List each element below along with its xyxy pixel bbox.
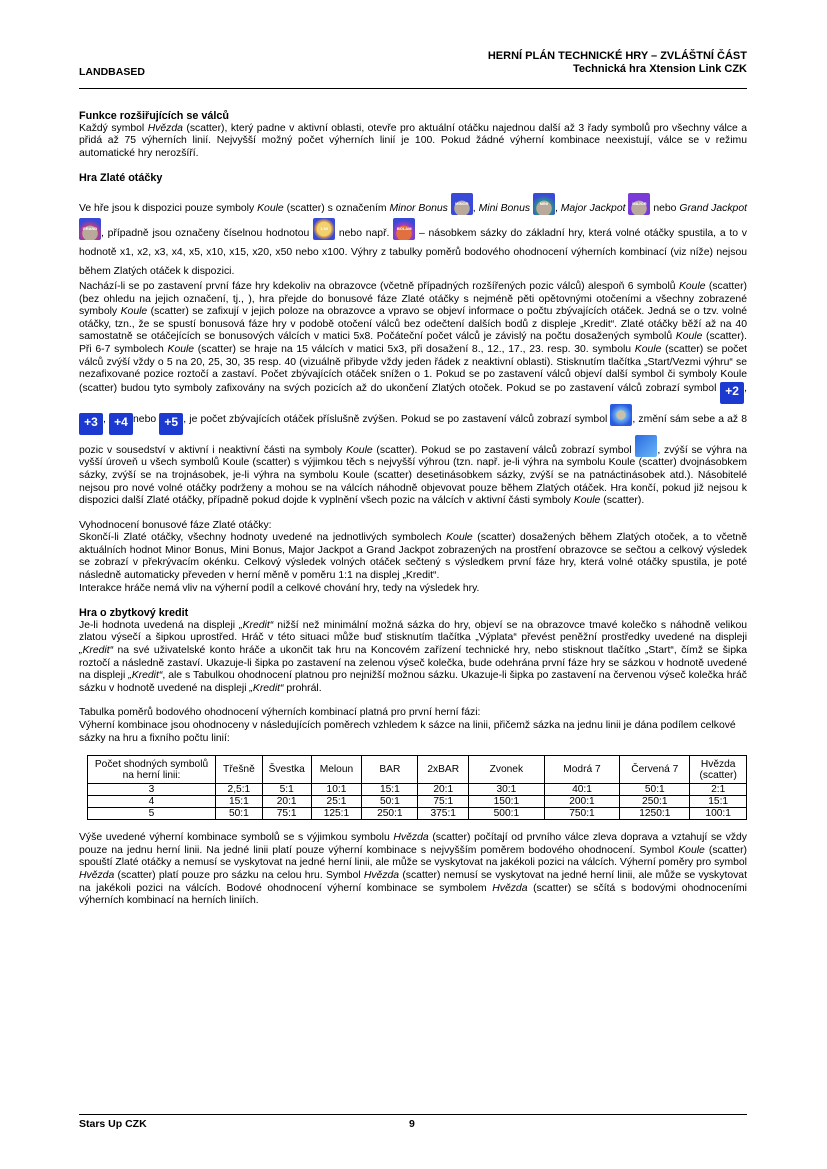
paragraph-remainder: Je-li hodnota uvedená na displeji „Kredit“ nižší než minimální možná sázka do hry, objeví se na obrazovce tmavé kolečko s náhodně velikou zlatou výsečí a šipkou uprostřed. Hráč v této situaci může buď stisknutím tlačítka „Výplata“ převést peněžní prostředky uvedené na displeji „Kredit“ na své uživatelské konto hráče a ukončit tak hru na Koncovém zařízení technické hry, nebo stisknout tlačítko „Start“, čímž se šipka roztočí a následně zastaví. Ukazuje-li šipka po zastavení na zelenou výseč kolečka, bude odehrána první fáze hry se sázkou v hodnotě uvedené na displeji „Kredit“, ale s Tabulkou ohodnocení platnou pro nejnižší možnou sázku. Ukazuje-li šipka po zastavení na červenou výseč kolečka hráč sázku v hodnotě uvedené na displeji „Kredit“ prohrál. (79, 619, 747, 694)
upgrade-symbol-icon (635, 435, 657, 457)
paytable-count-cell: 4 (88, 796, 216, 808)
extra-spins-3-icon: +3 (79, 413, 103, 435)
paytable-value-cell: 2:1 (690, 784, 747, 796)
paytable-value-cell: 15:1 (690, 796, 747, 808)
paytable-header-row (88, 756, 747, 784)
paytable-header: Zvonek (469, 756, 545, 784)
value-ball-symbol-icon: 1.50 (313, 218, 335, 240)
footer-divider (79, 1114, 747, 1115)
header-divider (79, 88, 747, 89)
header-title-block (488, 50, 747, 76)
evaluation-title: Vyhodnocení bonusové fáze Zlaté otáčky: (79, 519, 272, 531)
page-number: 9 (409, 1118, 415, 1130)
paytable-value-cell: 25:1 (311, 796, 362, 808)
paragraph-interaction: Interakce hráče nemá vliv na výherní podíl a celkové chování hry, tedy na výsledek hry. (79, 582, 480, 594)
paytable-value-cell: 5:1 (262, 784, 311, 796)
paytable-value-cell: 125:1 (311, 808, 362, 820)
transform-symbol-icon (610, 404, 632, 426)
extra-spins-4-icon: +4 (109, 413, 133, 435)
extra-spins-5-icon: +5 (159, 413, 183, 435)
grand-jackpot-symbol-icon: GRAND (79, 218, 101, 240)
paytable-header: 2xBAR (418, 756, 469, 784)
paragraph-evaluation: Skončí-li Zlaté otáčky, všechny hodnoty uvedené na jednotlivých symbolech Koule (scatter) dosažených během Zlatých otoček, a to včetně aktuálních hodnot Minor Bonus, Mini Bonus, Major Jackpot a Grand Jackpot zobrazených na prostření obrazovce se sečtou a celkový výsledek se zobrazí v překrývacím okénku. Celkový výsledek volných otáček sečtený s výsledkem první fáze hry, která volné otáčky spustila, je poté následně automaticky převeden v herní měně v poměru 1:1 na displej „Kredit“. (79, 532, 747, 582)
paytable-value-cell: 50:1 (362, 796, 418, 808)
paytable-value-cell: 50:1 (216, 808, 263, 820)
paytable-header: BAR (362, 756, 418, 784)
multiplier-ball-symbol-icon: BOLAM (393, 218, 415, 240)
paytable-value-cell: 750:1 (544, 808, 620, 820)
major-jackpot-symbol-icon: MAJOR (628, 193, 650, 215)
paytable-value-cell: 150:1 (469, 796, 545, 808)
page-content (79, 110, 747, 908)
paytable-value-cell: 15:1 (216, 796, 263, 808)
paytable-value-cell: 375:1 (418, 808, 469, 820)
paytable-header: Třešně (216, 756, 263, 784)
paytable-row (88, 808, 747, 820)
paytable-value-cell: 20:1 (418, 784, 469, 796)
paytable-header: Meloun (311, 756, 362, 784)
paytable-value-cell: 15:1 (362, 784, 418, 796)
paytable-value-cell: 30:1 (469, 784, 545, 796)
paytable-value-cell: 250:1 (620, 796, 690, 808)
minor-bonus-symbol-icon: MINOR (451, 193, 473, 215)
paytable-header: Počet shodných symbolů na herní linii: (88, 756, 216, 784)
footer-game-name: Stars Up CZK (79, 1118, 147, 1130)
paytable-intro-2: Výherní kombinace jsou ohodnoceny v následujících poměrech vzhledem k sázce na linii, přičemž sázka na jednu linii je dána podílem celkové sázky na hru a fixního počtu linií: (79, 720, 736, 744)
paytable-value-cell: 2,5:1 (216, 784, 263, 796)
paytable-header: Švestka (262, 756, 311, 784)
paytable-value-cell: 50:1 (620, 784, 690, 796)
heading-golden-spins: Hra Zlaté otáčky (79, 172, 163, 185)
paytable (87, 755, 747, 820)
header-landbased: LANDBASED (79, 66, 145, 78)
paytable-value-cell: 200:1 (544, 796, 620, 808)
paytable-row (88, 784, 747, 796)
paytable-value-cell: 250:1 (362, 808, 418, 820)
paytable-value-cell: 500:1 (469, 808, 545, 820)
paytable-value-cell: 75:1 (262, 808, 311, 820)
extra-spins-2-icon: +2 (720, 382, 744, 404)
header-title: HERNÍ PLÁN TECHNICKÉ HRY – ZVLÁŠTNÍ ČÁST (487, 50, 747, 62)
heading-reels: Funkce rozšiřujících se válců (79, 110, 230, 122)
paytable-intro-1: Tabulka poměrů bodového ohodnocení výherních kombinací platná pro první herní fázi: (79, 707, 481, 719)
paytable-count-cell: 5 (88, 808, 216, 820)
paytable-value-cell: 75:1 (418, 796, 469, 808)
mini-bonus-symbol-icon: MINI (533, 193, 555, 215)
paragraph-closing: Výše uvedené výherní kombinace symbolů se s výjimkou symbolu Hvězda (scatter) počítají od prvního válce zleva doprava a vztahují se vždy pouze na jednu herní linii. Na jedné linii platí pouze výherní kombinace s nejvyšším poměrem bodového ohodnocení. Symbol Koule (scatter) spouští Zlaté otáčky a nemusí se vyskytovat na jedné herní linii, ale může se vyskytovat na jakékoli pozici na válcích. Výherní poměry pro symbol Hvězda (scatter) platí pouze pro sázku na celou hru. Symbol Hvězda (scatter) nemusí se vyskytovat na jedné herní linii, ale může se vyskytovat na jakékoli pozici na válcích. Bodové ohodnocení výherní kombinace se symbolem Hvězda (scatter) se sčítá s bodovými ohodnoceními výherních kombinací na herních liniích. (79, 832, 748, 907)
heading-remainder-credit: Hra o zbytkový kredit (79, 607, 189, 620)
paragraph-golden-rules: Nachází-li se po zastavení první fáze hry kdekoliv na obrazovce (včetně případných rozšířených pozic válců) alespoň 6 symbolů Koule (scatter) (bez ohledu na jejich označení, tj., ), hra přejde do bonusové fáze Zlaté otáčky s nejméně pěti opětovnými otočeními a všechny zobrazené symboly Koule (scatter) se zafixují v jejich poloze na obrazovce a vpravo se objeví informace o počtu zbývajících otáček. Jedná se o tzv. volné otáčky, tzn., že se spustí bonusová fáze hry v podobě otočení válců bez odečtení dalších bodů z displeje „Kredit“. Zlaté otáčky běží až na 40 samostatně se otáčejících se bonusových válcích v matici 5x8. Počáteční počet válců je závislý na počtu dosažených symbolů Koule (scatter). Při 6-7 symbolech Koule (scatter) se hraje na 15 válcích v matici 5x3, při dosažení 8., 12., 17., 23. resp. 30. symbolu Koule (scatter) se počet válců zvýší vždy o 5 na 20, 25, 30, 35 resp. 40 (vizuálně přibyde vždy jeden řádek z neaktivní oblasti). Stisknutím tlačítka „Start/Vezmi výhru“ se nezafixované pozice roztočí a zastaví. Počet zbývajících otáček snížen o 1. Pokud se po zastavení válců objeví další symbol či symboly Koule (scatter) budou tyto symboly zafixovány na svých pozicích až do ukončení Zlatých otoček. Pokud se po zastavení válců zobrazí symbol +2 , +3 , +4 nebo +5 , je počet zbývajících otáček příslušně zvýšen. Pokud se po zastavení válců zobrazí symbol , změní sám sebe a až 8 pozic v sousedství v aktivní i neaktivní části na symboly Koule (scatter). Pokud se po zastavení válců zobrazí symbol , zvýší se výhra na vyšší úroveň u všech symbolů Koule (scatter) s výjimkou těch s nejvyšší výhrou (tzn. např. je-li výhra na symbolu Koule (scatter) dvojnásobkem sázky, zvýší se na trojnásobek, je-li výhra na symbolu Koule (scatter) desetinásobkem sázky, zvýší se na patnáctinásobek atd.). Násobitelé nejsou pro nové volné otáčky podrženy a mohou se na válcích náhodně objevovat pouze během Zlatých otáček. Hra končí, pokud již nejsou k dispozici další Zlaté otáčky, případně pokud dojde k vyplnění všech pozic na válcích v aktivní části symboly Koule (scatter). (79, 280, 748, 507)
header-subtitle: Technická hra Xtension Link CZK (573, 63, 747, 75)
paytable-value-cell: 1250:1 (620, 808, 690, 820)
paragraph-reels: Každý symbol Hvězda (scatter), který padne v aktivní oblasti, otevře pro aktuální otáčku najednou další až 3 řady symbolů pro všechny válce a přidá až 75 výherních linií. Nejvyšší možný počet výherních linií je 100. Pokud žádné výherní kombinace neexistují, válce se v režimu automatické hry nerozšíří. (79, 122, 747, 159)
paytable-count-cell: 3 (88, 784, 216, 796)
paytable-value-cell: 40:1 (544, 784, 620, 796)
paragraph-golden-symbols: Ve hře jsou k dispozici pouze symboly Koule (scatter) s označením Minor Bonus MINOR , Mini Bonus MINI , Major Jackpot MAJOR nebo Grand Jackpot GRAND , případně jsou označeny číselnou hodnotou 1.50 nebo např. BOLAM – násobkem sázky do základní hry, která volné otáčky spustila, a to v hodnotě x1, x2, x3, x4, x5, x10, x15, x20, x50 nebo x100. Výhry z tabulky poměrů bodového ohodnocení výherních kombinací (viz níže) nejsou během Zlatých otáček k dispozici. (79, 193, 747, 281)
paytable-header: Hvězda (scatter) (690, 756, 747, 784)
paytable-value-cell: 100:1 (690, 808, 747, 820)
paytable-value-cell: 10:1 (311, 784, 362, 796)
paytable-header: Modrá 7 (544, 756, 620, 784)
paytable-value-cell: 20:1 (262, 796, 311, 808)
paytable-header: Červená 7 (620, 756, 690, 784)
paytable-row (88, 796, 747, 808)
